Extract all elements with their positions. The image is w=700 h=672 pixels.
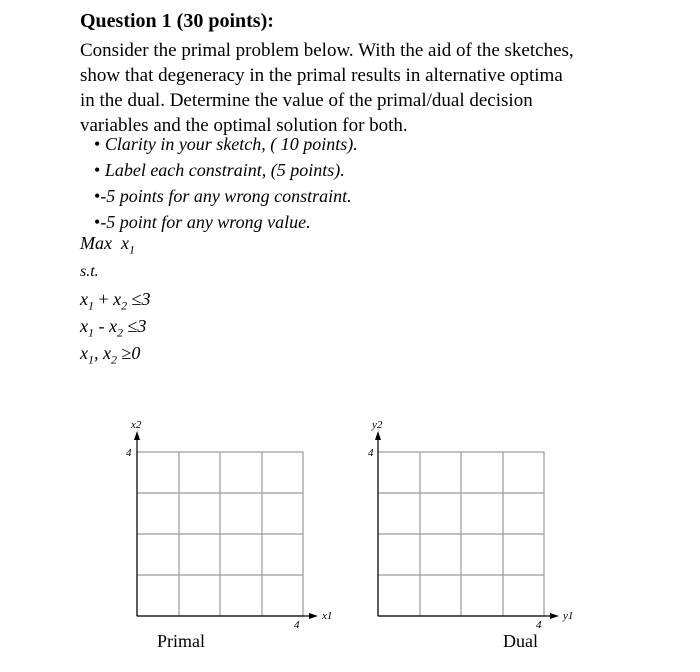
constraint-2: $x_1 - x_2 \le 3$ <box>80 316 147 340</box>
bullet-item: •-5 point for any wrong value. <box>94 212 311 232</box>
constraint-nonneg: $x_1$, $x_2 \ge 0$ <box>80 343 141 367</box>
dual-y-arrow-icon <box>375 431 381 440</box>
bullet-dot: • <box>94 134 101 154</box>
primal-sketch <box>126 419 332 631</box>
bullet-dot: • <box>94 186 101 206</box>
dual-sketch <box>368 419 573 631</box>
primal-x-label: x1 <box>322 610 333 622</box>
body-line: show that degeneracy in the primal results in alternative optima <box>80 65 563 86</box>
bullet-dot: • <box>94 160 101 180</box>
primal-y-label: x2 <box>131 419 142 431</box>
primal-x-max: 4 <box>294 619 300 631</box>
dual-caption: Dual <box>503 631 538 651</box>
bullet-item: • Label each constraint, (5 points). <box>94 160 345 180</box>
dual-y-label: y2 <box>372 419 383 431</box>
body-line: Consider the primal problem below. With the aid of the sketches, <box>80 40 574 61</box>
dual-x-max: 4 <box>536 619 542 631</box>
body-line: variables and the optimal solution for both. <box>80 115 408 136</box>
dual-x-label: y1 <box>563 610 574 622</box>
bullet-dot: • <box>94 212 101 232</box>
body-line: in the dual. Determine the value of the primal/dual decision <box>80 90 533 111</box>
objective: Max $x_1$ <box>80 233 135 257</box>
primal-caption: Primal <box>157 631 205 651</box>
constraint-1: $x_1 + x_2 \le 3$ <box>80 289 151 313</box>
dual-y-max: 4 <box>368 447 374 459</box>
primal-y-max: 4 <box>126 447 132 459</box>
question-title: Question 1 (30 points): <box>80 10 274 32</box>
bullet-item: •-5 points for any wrong constraint. <box>94 186 352 206</box>
primal-y-arrow-icon <box>134 431 140 440</box>
primal-x-arrow-icon <box>309 613 318 619</box>
bullet-item: • Clarity in your sketch, ( 10 points). <box>94 134 358 154</box>
dual-x-arrow-icon <box>550 613 559 619</box>
subject-to: s.t. <box>80 263 99 280</box>
